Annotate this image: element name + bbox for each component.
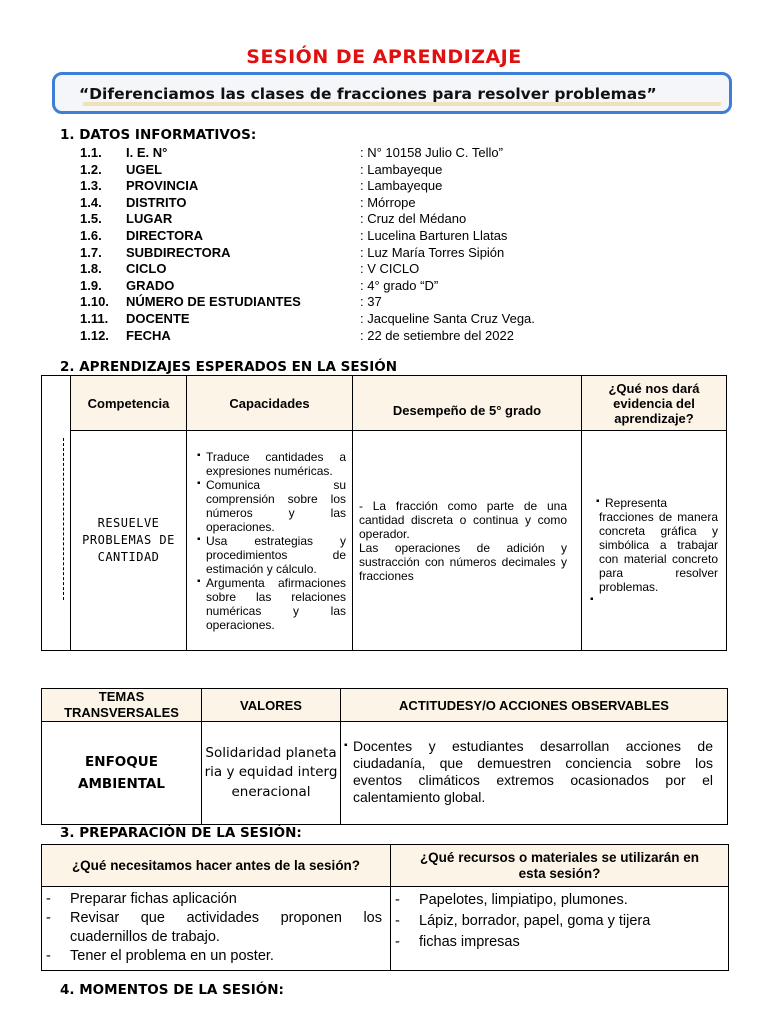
section-1-heading: 1. DATOS INFORMATIVOS: (60, 127, 257, 143)
header-recursos: ¿Qué recursos o materiales se utilizarán en esta sesión? (391, 845, 729, 887)
info-value: : Luz María Torres Sipión (360, 244, 505, 260)
info-row (0, 245, 768, 262)
info-row (0, 162, 768, 179)
info-number: 1.12. (80, 327, 109, 343)
antes-item: - Tener el problema en un poster. (42, 947, 382, 966)
info-row (0, 278, 768, 295)
info-label: DISTRITO (126, 194, 187, 210)
info-number: 1.7. (80, 244, 102, 260)
info-row (0, 178, 768, 195)
info-value: : V CICLO (360, 261, 420, 277)
capacidades-list (197, 450, 346, 632)
info-value: : Cruz del Médano (360, 211, 467, 227)
info-number: 1.4. (80, 194, 102, 210)
antes-cell (42, 887, 391, 971)
header-evidencia: ¿Qué nos dará evidencia del aprendizaje? (582, 376, 727, 431)
info-number: 1.1. (80, 145, 102, 160)
info-label: UGEL (126, 161, 163, 177)
info-number: 1.3. (80, 178, 102, 194)
info-number: 1.11. (80, 311, 109, 326)
section-3-heading: 3. PREPARACIÓN DE LA SESIÓN: (60, 825, 302, 841)
info-value: : 37 (360, 294, 382, 310)
info-label: CICLO (126, 261, 167, 277)
info-label: DIRECTORA (126, 228, 204, 243)
info-number: 1.2. (80, 161, 102, 177)
competencia-cell: RESUELVE PROBLEMAS DE CANTIDAD (71, 431, 187, 651)
recursos-list (391, 890, 720, 953)
header-actitudes: ACTITUDESY/O ACCIONES OBSERVABLES (341, 689, 728, 722)
evidencia-item-empty (590, 594, 718, 608)
page-title: SESIÓN DE APRENDIZAJE (246, 46, 522, 68)
header-valores: VALORES (202, 689, 341, 722)
info-number: 1.5. (80, 211, 102, 227)
info-label: DOCENTE (126, 311, 190, 326)
session-topic: “Diferenciamos las clases de fracciones para resolver problemas” (79, 85, 657, 103)
actitudes-item: ▪ Docentes y estudiantes desarrollan acciones de ciudadanía, que demuestren conciencia sobre los eventos climáticos extremos ocasionados por el calentamiento global. (344, 738, 713, 806)
header-competencia: Competencia (71, 376, 187, 431)
side-decoration-cell (42, 376, 71, 651)
capacidad-item: ▪ Comunica su comprensión sobre los números y las operaciones. (197, 478, 346, 534)
info-row (0, 211, 768, 228)
info-value: : Jacqueline Santa Cruz Vega. (360, 311, 535, 326)
info-value: : N° 10158 Julio C. Tello” (360, 145, 503, 160)
header-capacidades: Capacidades (187, 376, 353, 431)
info-row (0, 145, 768, 162)
info-number: 1.8. (80, 261, 102, 277)
session-topic-banner (52, 72, 732, 114)
info-label: PROVINCIA (126, 178, 199, 194)
info-number: 1.10. (80, 294, 109, 310)
capacidad-item: ▪ Argumenta afirmaciones sobre las relaciones numéricas y las operaciones. (197, 576, 346, 632)
info-row (0, 228, 768, 245)
transversal-table (41, 688, 728, 825)
evidencia-cell (582, 431, 727, 651)
capacidad-item: ▪ Traduce cantidades a expresiones numéricas. (197, 450, 346, 478)
actitudes-list (344, 738, 713, 806)
desempeno-item-1: - La fracción como parte de una cantidad discreta o continua y como operador. (359, 498, 567, 541)
evidencia-item: ▪ Representa fracciones de manera concreta gráfica y simbólica a trabajar con material concreto para resolver problemas. (590, 496, 718, 594)
valores-cell: Solidaridad planetaria y equidad intergeneracional (202, 722, 341, 825)
capacidades-cell (187, 431, 353, 651)
recurso-item: - Papelotes, limpiatipo, plumones. (391, 890, 720, 911)
recursos-cell (391, 887, 729, 971)
desempeno-cell (353, 431, 582, 651)
antes-list (42, 890, 382, 966)
desempeno-item-2: Las operaciones de adición y sustracción con números decimales y fracciones (359, 540, 567, 583)
capacidad-item: ▪ Usa estrategias y procedimientos de estimación y cálculo. (197, 534, 346, 576)
antes-item: - Preparar fichas aplicación (42, 890, 382, 909)
side-decoration-line (63, 438, 64, 600)
preparacion-table (41, 844, 729, 971)
actitudes-cell (341, 722, 728, 825)
info-label: GRADO (126, 277, 175, 293)
info-number: 1.9. (80, 277, 102, 293)
aprendizajes-table (41, 375, 727, 651)
info-row (0, 195, 768, 212)
info-value: : Lambayeque (360, 178, 443, 194)
recurso-item: - Lápiz, borrador, papel, goma y tijera (391, 911, 720, 932)
info-value: : 4° grado “D” (360, 277, 439, 293)
section-2-heading: 2. APRENDIZAJES ESPERADOS EN LA SESIÓN (60, 359, 398, 375)
header-temas: TEMAS TRANSVERSALES (42, 689, 202, 722)
info-label: I. E. N° (126, 145, 168, 160)
info-value: : 22 de setiembre del 2022 (360, 327, 514, 343)
info-value: : Mórrope (360, 194, 416, 210)
section-4-heading: 4. MOMENTOS DE LA SESIÓN: (60, 982, 284, 998)
recurso-item: - fichas impresas (391, 932, 720, 953)
info-label: NÚMERO DE ESTUDIANTES (126, 294, 301, 310)
info-label: FECHA (126, 327, 171, 343)
antes-item: - Revisar que actividades proponen los cuadernillos de trabajo. (42, 909, 382, 947)
evidencia-list (590, 496, 718, 608)
info-number: 1.6. (80, 228, 102, 243)
info-value: : Lucelina Barturen Llatas (360, 228, 508, 243)
header-antes: ¿Qué necesitamos hacer antes de la sesión? (42, 845, 391, 887)
info-row (0, 328, 768, 345)
info-label: LUGAR (126, 211, 173, 227)
header-desempeno: Desempeño de 5° grado (353, 376, 582, 431)
enfoque-cell: ENFOQUE AMBIENTAL (42, 722, 202, 825)
info-row (0, 294, 768, 311)
info-value: : Lambayeque (360, 161, 443, 177)
info-label: SUBDIRECTORA (126, 244, 231, 260)
info-row (0, 261, 768, 278)
info-row (0, 311, 768, 328)
